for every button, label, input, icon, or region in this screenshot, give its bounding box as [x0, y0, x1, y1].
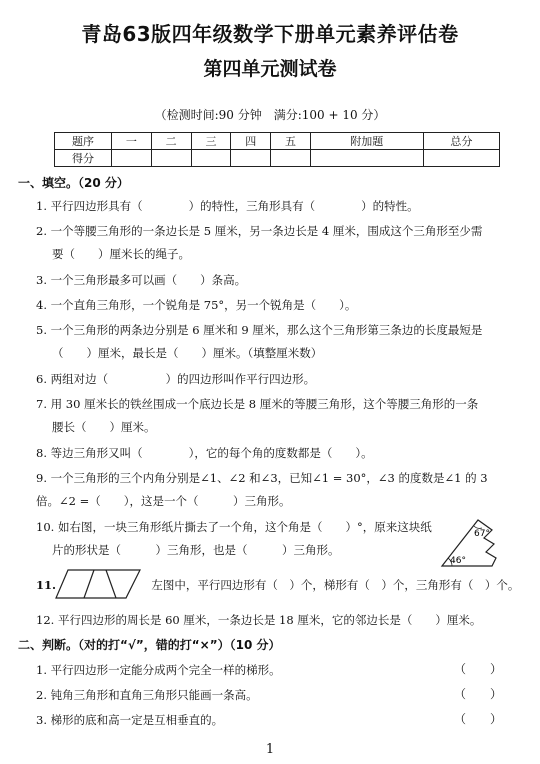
torn-triangle-figure — [438, 514, 502, 570]
question-7-line2: 腰长（ ）厘米。 — [52, 420, 156, 434]
score-row-label: 得分 — [55, 150, 112, 167]
judge-answer-3[interactable]: （ ） — [453, 712, 502, 726]
question-11-text: 左图中，平行四边形有（ ）个，梯形有（ ）个，三角形有（ ）个。 — [151, 578, 520, 592]
score-input-cell[interactable] — [191, 150, 231, 167]
angle-label-bottom: 46° — [450, 556, 466, 566]
score-table-score-row — [55, 150, 500, 167]
section2-heading: 二、判断。（对的打“√”，错的打“×”）（10 分） — [18, 638, 281, 652]
angle-label-top: 67° — [474, 529, 490, 539]
question-5-line1: 5. 一个三角形的两条边分别是 6 厘米和 9 厘米，那么这个三角形第三条边的长度最短是 — [36, 323, 483, 337]
score-input-cell[interactable] — [423, 150, 499, 167]
score-header-cell: 五 — [271, 133, 311, 150]
exam-meta: （检测时间:90 分钟 满分:100 + 10 分） — [154, 108, 386, 122]
score-header-cell: 四 — [231, 133, 271, 150]
section1-heading: 一、填空。（20 分） — [18, 176, 129, 190]
judge-item-1: 1. 平行四边形一定能分成两个完全一样的梯形。 — [36, 663, 281, 677]
question-6: 6. 两组对边（ ）的四边形叫作平行四边形。 — [36, 372, 316, 386]
exam-subtitle: 第四单元测试卷 — [203, 58, 337, 80]
page-number: 1 — [265, 742, 275, 757]
score-header-cell: 二 — [151, 133, 191, 150]
question-10-line2: 片的形状是（ ）三角形，也是（ ）三角形。 — [52, 543, 340, 557]
score-table-header-row — [55, 133, 500, 150]
question-12: 12. 平行四边形的周长是 60 厘米，一条边长是 18 厘米，它的邻边长是（ ）厘米。 — [36, 613, 482, 627]
score-input-cell[interactable] — [151, 150, 191, 167]
parallelogram-figure — [54, 568, 142, 600]
question-2-line2: 要（ ）厘米长的绳子。 — [52, 247, 190, 261]
score-header-cell: 三 — [191, 133, 231, 150]
score-table — [54, 132, 500, 167]
question-4: 4. 一个直角三角形，一个锐角是 75°，另一个锐角是（ ）。 — [36, 298, 357, 312]
score-header-cell: 总分 — [423, 133, 499, 150]
score-input-cell[interactable] — [310, 150, 423, 167]
question-11-number: 11. — [36, 578, 57, 592]
question-9-line1: 9. 一个三角形的三个内角分别是∠1、∠2 和∠3，已知∠1 = 30°，∠3 的度数是∠1 的 3 — [36, 471, 488, 485]
question-7-line1: 7. 用 30 厘米长的铁丝围成一个底边长是 8 厘米的等腰三角形，这个等腰三角形的一条 — [36, 397, 479, 411]
question-5-line2: （ ）厘米，最长是（ ）厘米。（填整厘米数） — [52, 346, 323, 360]
question-8: 8. 等边三角形又叫（ ），它的每个角的度数都是（ ）。 — [36, 446, 373, 460]
judge-item-3: 3. 梯形的底和高一定是互相垂直的。 — [36, 713, 224, 727]
question-9-line2: 倍。∠2 =（ ），这是一个（ ）三角形。 — [36, 494, 291, 508]
outer-parallelogram — [56, 570, 140, 598]
score-input-cell[interactable] — [271, 150, 311, 167]
question-2-line1: 2. 一个等腰三角形的一条边长是 5 厘米，另一条边长是 4 厘米，围成这个三角形至少需 — [36, 224, 483, 238]
judge-answer-2[interactable]: （ ） — [453, 687, 502, 701]
question-1: 1. 平行四边形具有（ ）的特性，三角形具有（ ）的特性。 — [36, 199, 419, 213]
score-header-cell: 附加题 — [310, 133, 423, 150]
angle-arc-top — [474, 526, 482, 528]
divider-line-2 — [106, 570, 116, 598]
score-header-cell: 题序 — [55, 133, 112, 150]
score-input-cell[interactable] — [231, 150, 271, 167]
divider-line-1 — [84, 570, 94, 598]
score-input-cell[interactable] — [112, 150, 152, 167]
question-10-line1: 10. 如右图，一块三角形纸片撕去了一个角，这个角是（ ）°，原来这块纸 — [36, 520, 432, 534]
question-3: 3. 一个三角形最多可以画（ ）条高。 — [36, 273, 247, 287]
judge-answer-1[interactable]: （ ） — [453, 662, 502, 676]
exam-title: 青岛63版四年级数学下册单元素养评估卷 — [81, 22, 459, 46]
judge-item-2: 2. 钝角三角形和直角三角形只能画一条高。 — [36, 688, 258, 702]
score-header-cell: 一 — [112, 133, 152, 150]
